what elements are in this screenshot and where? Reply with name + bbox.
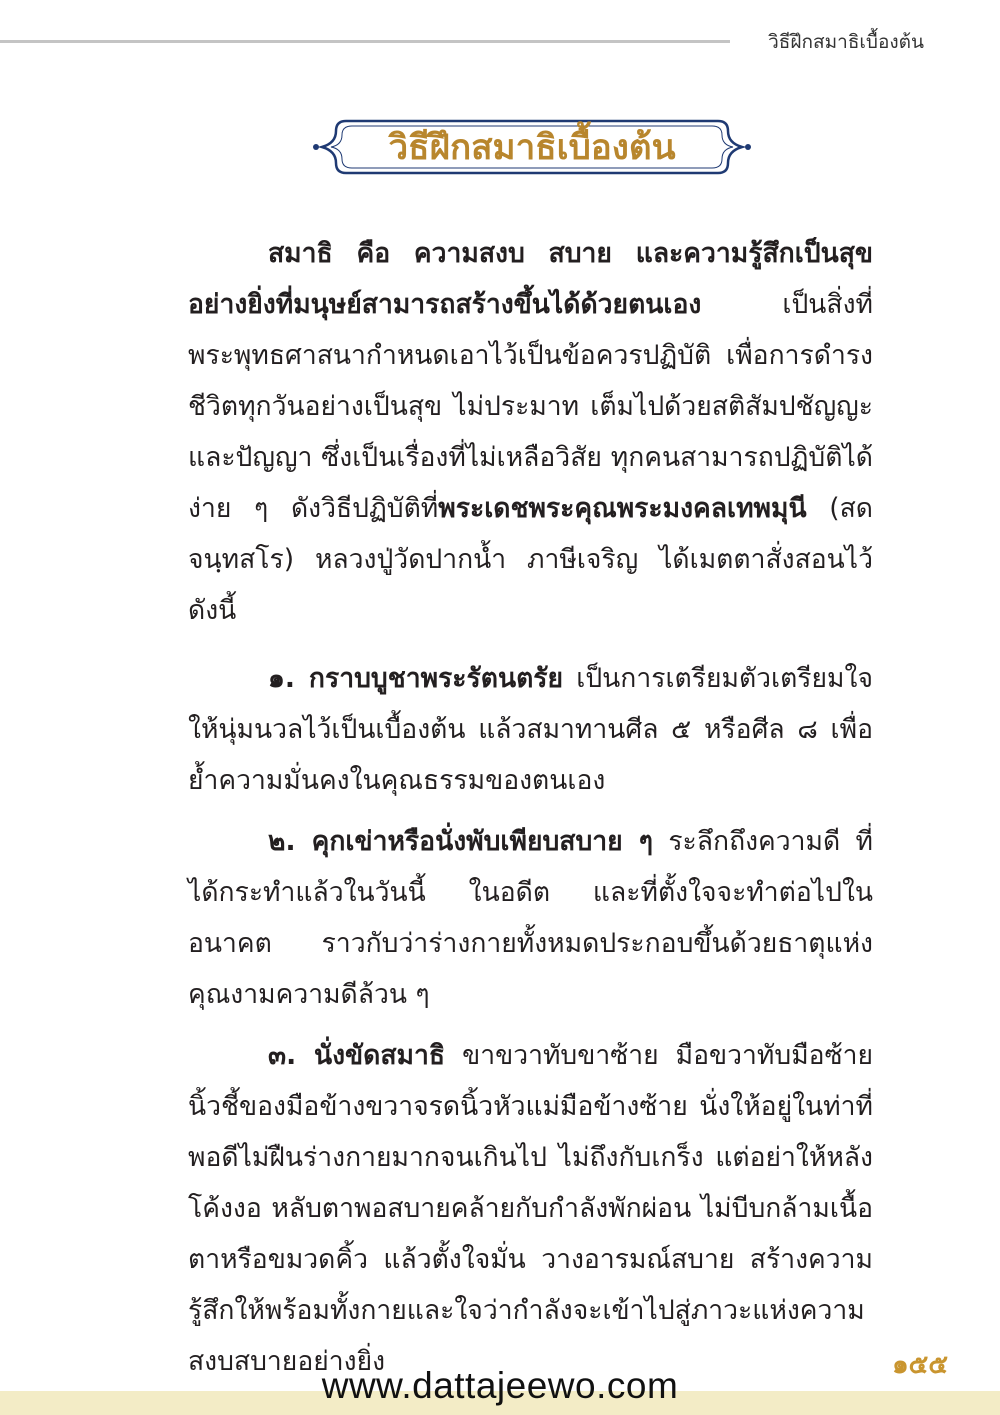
step-1-paragraph bbox=[188, 653, 873, 806]
step-3-text: ขาขวาทับขาซ้าย มือขวาทับมือซ้าย นิ้วชี้ของมือข้างขวาจรดนิ้วหัวแม่มือข้างซ้าย นั่งให้อยู่ในท่าที่พอดีไม่ฝืนร่างกายมากจนเกินไป ไม่ถึงกับเกร็ง แต่อย่าให้หลังโค้งงอ หลับตาพอสบายคล้ายกับกำลังพักผ่อน ไม่บีบกล้ามเนื้อตาหรือขมวดคิ้ว แล้วตั้งใจมั่น วางอารมณ์สบาย สร้างความรู้สึกให้พร้อมทั้งกายและใจว่ากำลังจะเข้าไปสู่ภาวะแห่งความสงบสบายอย่างยิ่ง bbox=[188, 1040, 873, 1377]
step-1-heading: ๑. กราบบูชาพระรัตนตรัย bbox=[268, 663, 564, 694]
header-rule bbox=[0, 40, 730, 43]
step-3-heading: ๓. นั่งขัดสมาธิ bbox=[268, 1040, 446, 1071]
step-2-paragraph bbox=[188, 816, 873, 1020]
watermark-url: www.dattajeewo.com bbox=[321, 1365, 679, 1406]
step-2-text: ระลึกถึงความดี ที่ได้กระทำแล้วในวันนี้ ในอดีต และที่ตั้งใจจะทำต่อไปในอนาคต ราวกับว่าร่างกายทั้งหมดประกอบขึ้นด้วยธาตุแห่งคุณงามความดีล้วน ๆ bbox=[188, 826, 873, 1010]
page-title: วิธีฝึกสมาธิเบื้องต้น bbox=[388, 127, 676, 168]
step-3-paragraph bbox=[188, 1030, 873, 1387]
step-1-text: เป็นการเตรียมตัวเตรียมใจให้นุ่มนวลไว้เป็นเบื้องต้น แล้วสมาทานศีล ๕ หรือศีล ๘ เพื่อย้ำความมั่นคงในคุณธรรมของตนเอง bbox=[188, 663, 873, 796]
title-frame bbox=[312, 115, 752, 179]
intro-bold-1: สมาธิ คือ ความสงบ สบาย และความรู้สึกเป็นสุขอย่างยิ่งที่มนุษย์สามารถสร้างขึ้นได้ด้วยตนเอง bbox=[188, 238, 873, 320]
running-header-title: วิธีฝึกสมาธิเบื้องต้น bbox=[768, 31, 924, 53]
body-text bbox=[188, 228, 873, 1397]
intro-text-1: เป็นสิ่งที่พระพุทธศาสนากำหนดเอาไว้เป็นข้อควรปฏิบัติ เพื่อการดำรงชีวิตทุกวันอย่างเป็นสุข ไม่ประมาท เต็มไปด้วยสติสัมปชัญญะและปัญญา ซึ่งเป็นเรื่องที่ไม่เหลือวิสัย ทุกคนสามารถปฏิบัติได้ง่าย ๆ ดังวิธีปฏิบัติที่ bbox=[188, 289, 873, 524]
step-2-heading: ๒. คุกเข่าหรือนั่งพับเพียบสบาย ๆ bbox=[268, 826, 654, 857]
intro-paragraph bbox=[188, 228, 873, 636]
page-number: ๑๕๕ bbox=[892, 1350, 948, 1380]
intro-bold-2: พระเดชพระคุณพระมงคลเทพมุนี bbox=[438, 493, 807, 524]
intro-text-2: (สด จนฺทสโร) หลวงปู่วัดปากน้ำ ภาษีเจริญ ได้เมตตาสั่งสอนไว้ ดังนี้ bbox=[188, 493, 873, 626]
